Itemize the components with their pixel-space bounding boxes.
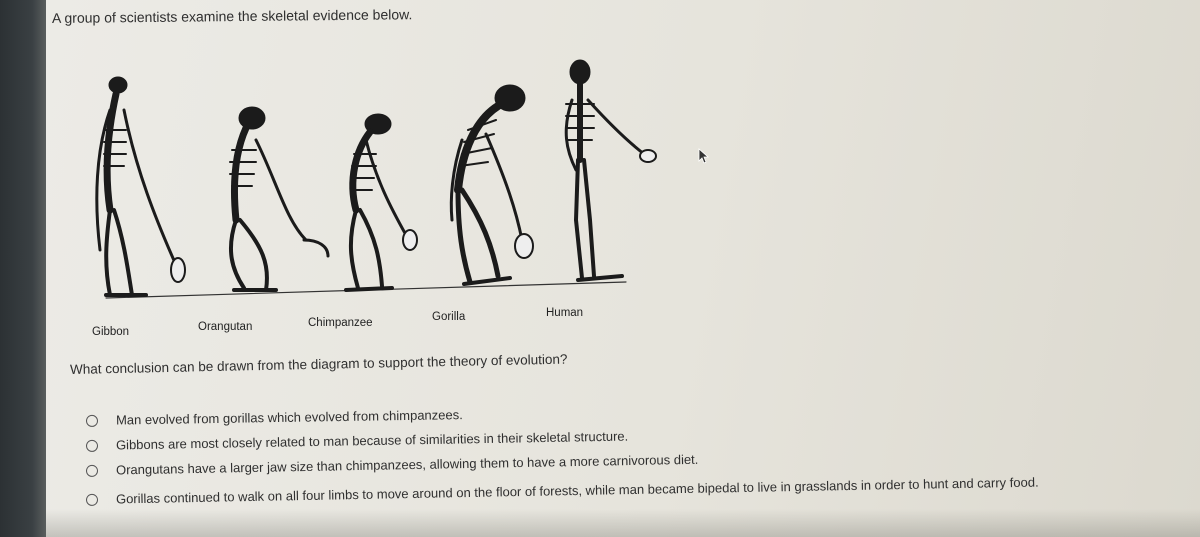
skeleton-diagram: [66, 50, 686, 310]
gibbon-skeleton: [97, 77, 185, 295]
chimpanzee-skeleton: [346, 114, 417, 290]
radio-button-icon[interactable]: [86, 464, 98, 476]
radio-button-icon[interactable]: [86, 414, 98, 426]
label-gibbon: Gibbon: [92, 326, 130, 338]
answer-option-3[interactable]: [86, 452, 699, 478]
answer-option-1[interactable]: [86, 407, 463, 428]
radio-button-icon[interactable]: [86, 493, 98, 505]
radio-button-icon[interactable]: [86, 439, 98, 451]
label-human: Human: [546, 307, 584, 319]
prompt-text: A group of scientists examine the skeletal evidence below.: [51, 6, 413, 26]
answer-option-4[interactable]: [86, 475, 1039, 507]
monitor-bezel: [0, 0, 46, 537]
gorilla-skeleton: [451, 85, 533, 284]
label-gorilla: Gorilla: [432, 311, 466, 323]
screen-shadow: [46, 509, 1200, 537]
human-skeleton: [566, 60, 656, 280]
mouse-pointer-icon: [698, 148, 710, 164]
orangutan-skeleton: [230, 107, 328, 290]
answer-option-text: Man evolved from gorillas which evolved from chimpanzees.: [115, 407, 463, 428]
answer-option-text: Gibbons are most closely related to man because of similarities in their skeletal structure.: [115, 428, 629, 453]
answer-option-2[interactable]: [86, 429, 628, 453]
question-page: [46, 0, 1200, 537]
answer-option-text: Gorillas continued to walk on all four limbs to move around on the floor of forests, while man became bipedal to live in grasslands in order to hunt and carry food.: [115, 474, 1039, 507]
answer-option-text: Orangutans have a larger jaw size than chimpanzees, allowing them to have a more carnivorous diet.: [115, 451, 699, 478]
question-text: What conclusion can be drawn from the diagram to support the theory of evolution?: [69, 351, 568, 377]
label-chimpanzee: Chimpanzee: [308, 317, 373, 329]
label-orangutan: Orangutan: [198, 321, 253, 333]
